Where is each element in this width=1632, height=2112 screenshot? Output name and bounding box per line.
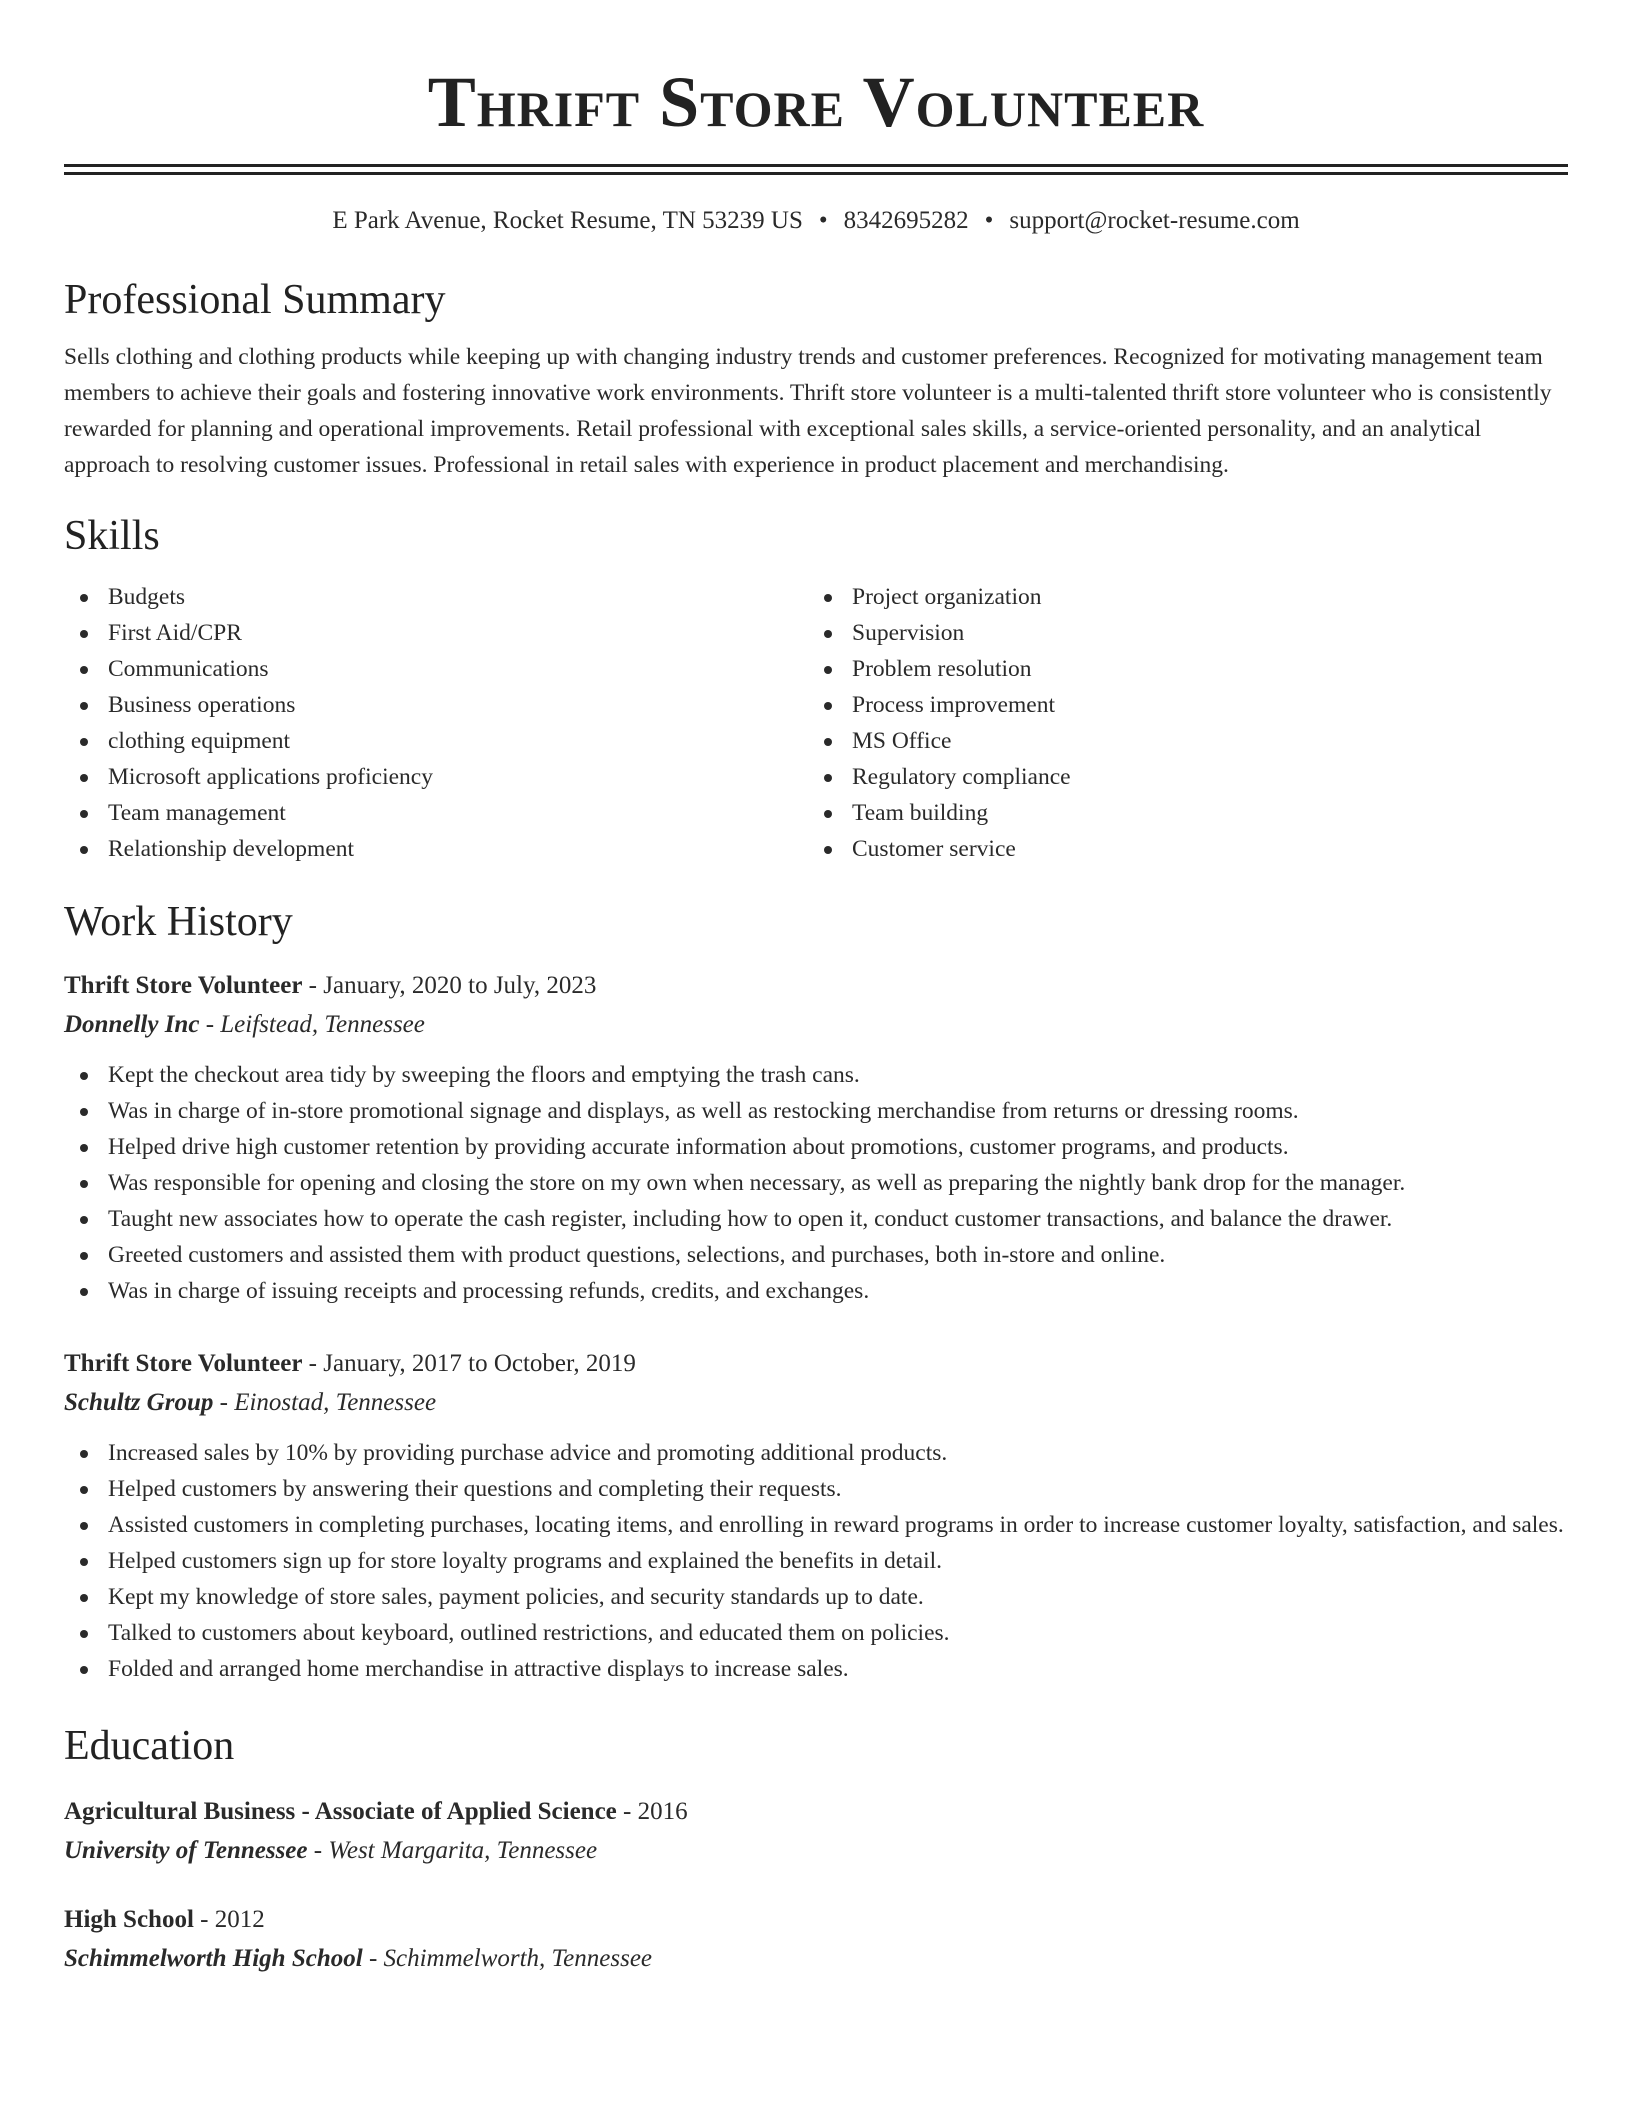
job-duty: Talked to customers about keyboard, outlined restrictions, and educated them on policies. bbox=[64, 1615, 1568, 1651]
skill-item: Communications bbox=[64, 651, 808, 687]
job-role: Thrift Store Volunteer bbox=[64, 1350, 303, 1377]
education-entry bbox=[64, 1901, 1568, 1979]
skill-item: Project organization bbox=[808, 579, 1552, 615]
education-school: Schimmelworth High School bbox=[64, 1945, 363, 1972]
skill-item: Business operations bbox=[64, 687, 808, 723]
job-title-line bbox=[64, 967, 1568, 1005]
contact-phone: 8342695282 bbox=[843, 207, 969, 234]
summary-heading: Professional Summary bbox=[64, 277, 446, 323]
education-degree-line bbox=[64, 1901, 1568, 1939]
job-location: - Leifstead, Tennessee bbox=[199, 1011, 425, 1038]
skills-heading: Skills bbox=[64, 513, 160, 559]
skill-item: Relationship development bbox=[64, 831, 808, 867]
job-duty: Was responsible for opening and closing the store on my own when necessary, as well as preparing the nightly bank drop for the manager. bbox=[64, 1165, 1568, 1201]
education-heading: Education bbox=[64, 1723, 235, 1769]
job-role: Thrift Store Volunteer bbox=[64, 972, 303, 999]
education-location: - Schimmelworth, Tennessee bbox=[362, 1945, 653, 1972]
job-duties-list bbox=[64, 1435, 1568, 1687]
skill-item: Regulatory compliance bbox=[808, 759, 1552, 795]
candidate-name: Thrift Store Volunteer bbox=[427, 62, 1205, 142]
skill-item: Customer service bbox=[808, 831, 1552, 867]
skill-item: Problem resolution bbox=[808, 651, 1552, 687]
work-history-heading: Work History bbox=[64, 899, 293, 945]
contact-address: E Park Avenue, Rocket Resume, TN 53239 US bbox=[332, 207, 803, 234]
job-duty: Greeted customers and assisted them with product questions, selections, and purchases, both in-store and online. bbox=[64, 1237, 1568, 1273]
job-dates: - January, 2020 to July, 2023 bbox=[302, 972, 597, 999]
education-school: University of Tennessee bbox=[64, 1837, 308, 1864]
job-duty: Helped drive high customer retention by providing accurate information about promotions, customer programs, and products. bbox=[64, 1129, 1568, 1165]
job-duty: Kept my knowledge of store sales, payment policies, and security standards up to date. bbox=[64, 1579, 1568, 1615]
job-duty: Helped customers sign up for store loyalty programs and explained the benefits in detail. bbox=[64, 1543, 1568, 1579]
skill-item: clothing equipment bbox=[64, 723, 808, 759]
skill-item: Microsoft applications proficiency bbox=[64, 759, 808, 795]
job-company-line bbox=[64, 1383, 1568, 1423]
summary-text: Sells clothing and clothing products while keeping up with changing industry trends and customer preferences. Recognized for motivating management team members to achieve their goals and fostering innovative work environments. Thrift store volunteer is a multi-talented thrift store volunteer who is consistently rewarded for planning and operational improvements. Retail professional with exceptional sales skills, a service-oriented personality, and an analytical approach to resolving customer issues. Professional in retail sales with experience in product placement and merchandising. bbox=[64, 344, 1552, 478]
job-duties-list bbox=[64, 1057, 1568, 1309]
job-duty: Folded and arranged home merchandise in attractive displays to increase sales. bbox=[64, 1651, 1568, 1687]
skills-list-right bbox=[808, 579, 1552, 867]
job-company-line bbox=[64, 1005, 1568, 1045]
education-school-line bbox=[64, 1831, 1568, 1871]
job-location: - Einostad, Tennessee bbox=[213, 1389, 437, 1416]
skill-item: Budgets bbox=[64, 579, 808, 615]
job-company: Donnelly Inc bbox=[64, 1011, 200, 1038]
job-entry bbox=[64, 1345, 1568, 1687]
job-dates: - January, 2017 to October, 2019 bbox=[302, 1350, 636, 1377]
education-degree: High School bbox=[64, 1906, 194, 1933]
job-entry bbox=[64, 967, 1568, 1309]
skill-item: Team building bbox=[808, 795, 1552, 831]
contact-line bbox=[64, 205, 1568, 237]
education-year: - 2012 bbox=[193, 1906, 265, 1933]
job-duty: Was in charge of in-store promotional signage and displays, as well as restocking merchandise from returns or dressing rooms. bbox=[64, 1093, 1568, 1129]
skill-item: Supervision bbox=[808, 615, 1552, 651]
skill-item: Process improvement bbox=[808, 687, 1552, 723]
skill-item: MS Office bbox=[808, 723, 1552, 759]
job-duty: Was in charge of issuing receipts and processing refunds, credits, and exchanges. bbox=[64, 1273, 1568, 1309]
education-school-line bbox=[64, 1939, 1568, 1979]
job-title-line bbox=[64, 1345, 1568, 1383]
skill-item: Team management bbox=[64, 795, 808, 831]
header-double-rule bbox=[64, 164, 1568, 175]
job-duty: Helped customers by answering their questions and completing their requests. bbox=[64, 1471, 1568, 1507]
education-entry bbox=[64, 1793, 1568, 1871]
education-year: - 2016 bbox=[616, 1798, 688, 1825]
job-duty: Assisted customers in completing purchases, locating items, and enrolling in reward programs in order to increase customer loyalty, satisfaction, and sales. bbox=[64, 1507, 1568, 1543]
job-duty: Taught new associates how to operate the cash register, including how to open it, conduct customer transactions, and balance the drawer. bbox=[64, 1201, 1568, 1237]
skills-list-left bbox=[64, 579, 808, 867]
education-location: - West Margarita, Tennessee bbox=[307, 1837, 598, 1864]
education-degree: Agricultural Business - Associate of Applied Science bbox=[64, 1798, 617, 1825]
skills-columns bbox=[64, 579, 1568, 867]
education-degree-line bbox=[64, 1793, 1568, 1831]
job-company: Schultz Group bbox=[64, 1389, 214, 1416]
contact-separator: • bbox=[984, 207, 994, 234]
skill-item: First Aid/CPR bbox=[64, 615, 808, 651]
contact-email: support@rocket-resume.com bbox=[1009, 207, 1300, 234]
job-duty: Kept the checkout area tidy by sweeping the floors and emptying the trash cans. bbox=[64, 1057, 1568, 1093]
job-duty: Increased sales by 10% by providing purchase advice and promoting additional products. bbox=[64, 1435, 1568, 1471]
contact-separator: • bbox=[818, 207, 828, 234]
